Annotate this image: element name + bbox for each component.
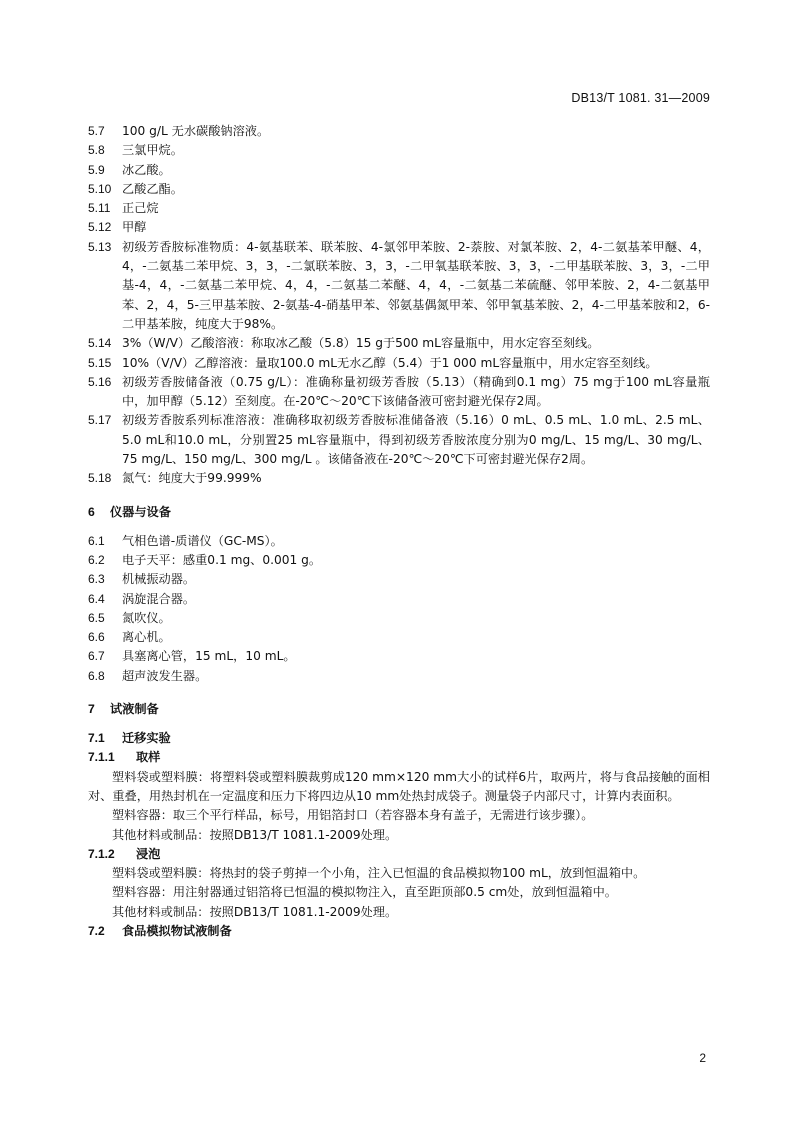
list-item — [88, 551, 710, 570]
list-item — [88, 667, 710, 686]
item-text: 初级芳香胺标准物质：4-氨基联苯、联苯胺、4-氯邻甲苯胺、2-萘胺、对氯苯胺、2，4-二氨基苯甲醚、4，4，-二氨基二苯甲烷、3，3，-二氯联苯胺、3，3，-二甲氧基联苯胺、3，3，-二甲基联苯胺、3，3，-二甲基-4，4，-二氨基二苯甲烷、4，4，-二氨基二苯醚、4，4，-二氨基二苯硫醚、邻甲苯胺、2，4-二氨基甲苯、2，4，5-三甲基苯胺、2-氨基-4-硝基甲苯、邻氨基偶氮甲苯、邻甲氧基苯胺、2，4-二甲基苯胺和2，6-二甲基苯胺，纯度大于98%。 — [122, 239, 710, 331]
item-number: 5.18 — [88, 471, 112, 486]
document-code: DB13/T 1081. 31—2009 — [571, 91, 710, 105]
list-item — [88, 469, 710, 488]
document-body — [88, 122, 710, 941]
list-item — [88, 161, 710, 180]
subsection-title: 取样 — [136, 750, 161, 765]
item-text: 3%（W/V）乙酸溶液：称取冰乙酸（5.8）15 g于500 mL容量瓶中，用水定容至刻线。 — [122, 336, 600, 351]
subsection-number: 7.1.2 — [88, 846, 115, 861]
section-title: 试液制备 — [110, 702, 159, 717]
item-text: 氮吹仪。 — [122, 610, 171, 625]
item-text: 氮气：纯度大于99.999% — [122, 471, 262, 486]
list-item — [88, 532, 710, 551]
paragraph: 其他材料或制品：按照DB13/T 1081.1-2009处理。 — [112, 827, 398, 842]
list-item — [88, 590, 710, 609]
equipment-list — [88, 532, 710, 686]
list-item — [88, 180, 710, 199]
subsection-title: 迁移实验 — [122, 731, 171, 746]
item-text: 初级芳香胺储备液（0.75 g/L）：准确称量初级芳香胺（5.13）（精确到0.1 mg）75 mg于100 mL容量瓶中，加甲醇（5.12）至刻度。在-20℃～20℃下该储备液可密封避光保存2周。 — [122, 374, 710, 409]
item-text: 冰乙酸。 — [122, 162, 171, 177]
item-text: 涡旋混合器。 — [122, 591, 196, 606]
item-number: 6.4 — [88, 591, 105, 606]
item-text: 具塞离心管，15 mL，10 mL。 — [122, 649, 296, 664]
subsection-number: 7.1.1 — [88, 750, 115, 765]
item-number: 5.15 — [88, 355, 112, 370]
item-number: 5.10 — [88, 181, 112, 196]
list-item — [88, 122, 710, 141]
paragraph: 塑料袋或塑料膜：将热封的袋子剪掉一个小角，注入已恒温的食品模拟物100 mL，放到恒温箱中。 — [112, 866, 646, 881]
item-number: 5.16 — [88, 374, 112, 389]
item-text: 甲醇 — [122, 220, 147, 235]
list-item — [88, 628, 710, 647]
list-item — [88, 199, 710, 218]
item-number: 5.14 — [88, 336, 112, 351]
item-text: 乙酸乙酯。 — [122, 181, 183, 196]
subsection-title: 食品模拟物试液制备 — [122, 923, 232, 938]
list-item — [88, 238, 710, 334]
subsection-number: 7.2 — [88, 923, 105, 938]
subsection-title: 浸泡 — [136, 846, 161, 861]
section-number: 6 — [88, 504, 95, 519]
list-item — [88, 141, 710, 160]
item-text: 正己烷 — [122, 201, 159, 216]
list-item — [88, 334, 710, 353]
subsection-heading — [88, 729, 710, 748]
item-text: 100 g/L 无水碳酸钠溶液。 — [122, 124, 270, 138]
list-item — [88, 373, 710, 412]
reagent-list — [88, 122, 710, 489]
item-number: 5.17 — [88, 413, 112, 428]
page-number: 2 — [699, 1051, 706, 1065]
item-text: 电子天平：感重0.1 mg、0.001 g。 — [122, 552, 322, 567]
paragraph: 塑料容器：用注射器通过铝箔将已恒温的模拟物注入，直至距顶部0.5 cm处，放到恒温箱中。 — [112, 885, 617, 900]
item-number: 6.1 — [88, 533, 105, 548]
subsection-heading — [88, 845, 710, 864]
item-number: 6.7 — [88, 649, 105, 664]
item-number: 6.6 — [88, 630, 105, 645]
item-number: 5.11 — [88, 201, 111, 216]
list-item — [88, 354, 710, 373]
subsection-number: 7.1 — [88, 731, 105, 746]
subsection-heading — [88, 748, 710, 767]
item-text: 气相色谱-质谱仪（GC-MS）。 — [122, 533, 283, 548]
item-number: 5.9 — [88, 162, 105, 177]
list-item — [88, 411, 710, 469]
item-number: 6.8 — [88, 668, 105, 683]
item-text: 超声波发生器。 — [122, 668, 208, 683]
subsection-heading — [88, 922, 710, 941]
section-heading — [88, 503, 710, 522]
item-text: 10%（V/V）乙醇溶液：量取100.0 mL无水乙醇（5.4）于1 000 mL容量瓶中，用水定容至刻线。 — [122, 355, 658, 370]
section-heading — [88, 700, 710, 719]
item-number: 5.7 — [88, 124, 105, 138]
paragraph: 塑料袋或塑料膜：将塑料袋或塑料膜裁剪成120 mm×120 mm大小的试样6片，取两片，将与食品接触的面相对、重叠，用热封机在一定温度和压力下将四边从10 mm处热封成袋子。测量袋子内部尺寸，计算内表面积。 — [88, 769, 710, 803]
paragraph: 其他材料或制品：按照DB13/T 1081.1-2009处理。 — [112, 904, 398, 919]
section-title: 仪器与设备 — [110, 504, 171, 519]
item-text: 初级芳香胺系列标准溶液：准确移取初级芳香胺标准储备液（5.16）0 mL、0.5 mL、1.0 mL、2.5 mL、5.0 mL和10.0 mL，分别置25 mL容量瓶中，得到初级芳香胺浓度分别为0 mg/L、15 mg/L、30 mg/L、75 mg/L、150 mg/L、300 mg/L 。该储备液在-20℃～20℃下可密封避光保存2周。 — [122, 413, 710, 467]
item-text: 离心机。 — [122, 630, 171, 645]
list-item — [88, 647, 710, 666]
item-number: 5.12 — [88, 220, 112, 235]
item-number: 6.5 — [88, 610, 105, 625]
item-text: 三氯甲烷。 — [122, 143, 183, 158]
item-number: 6.3 — [88, 572, 105, 587]
paragraph: 塑料容器：取三个平行样品，标号，用铝箔封口（若容器本身有盖子，无需进行该步骤）。 — [112, 808, 594, 823]
list-item — [88, 218, 710, 237]
list-item — [88, 570, 710, 589]
list-item — [88, 609, 710, 628]
section-number: 7 — [88, 702, 95, 717]
item-number: 5.13 — [88, 239, 112, 254]
item-text: 机械振动器。 — [122, 572, 196, 587]
item-number: 5.8 — [88, 143, 105, 158]
item-number: 6.2 — [88, 552, 105, 567]
